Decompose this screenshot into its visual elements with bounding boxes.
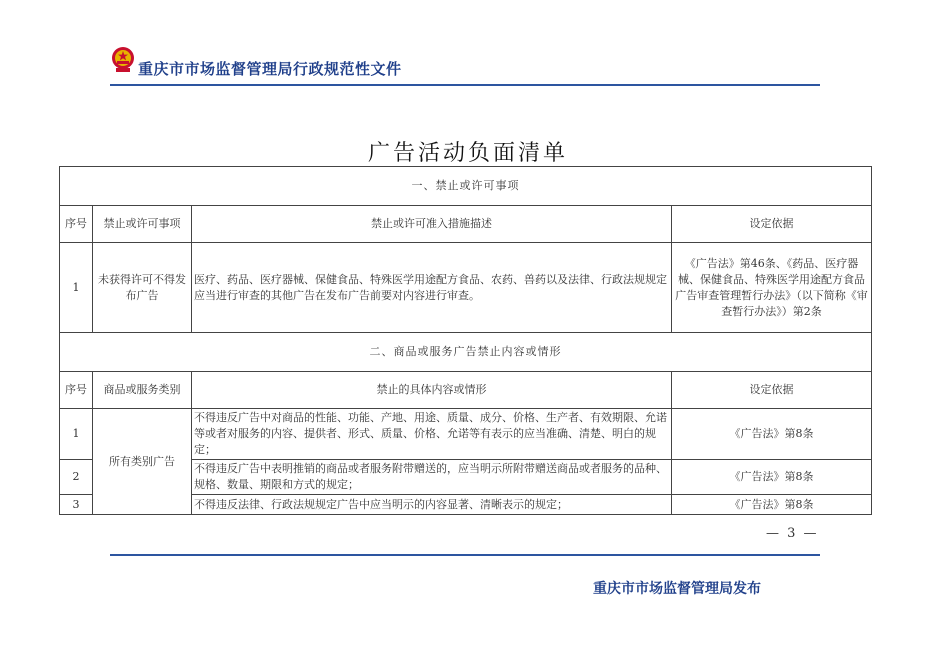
header-title: 重庆市市场监督管理局行政规范性文件 [138, 60, 402, 78]
row-number: 1 [60, 409, 93, 460]
col-header-no: 序号 [60, 206, 93, 243]
negative-list-table [59, 166, 872, 515]
table-row [60, 243, 872, 333]
footer-publisher: 重庆市市场监督管理局发布 [593, 581, 761, 597]
section2-title: 二、商品或服务广告禁止内容或情形 [60, 333, 872, 372]
row-number: 1 [60, 243, 93, 333]
row-basis: 《广告法》第8条 [672, 460, 872, 495]
row-description: 不得违反广告中对商品的性能、功能、产地、用途、质量、成分、价格、生产者、有效期限、允诺等或者对服务的内容、提供者、形式、质量、价格、允诺等有表示的应当准确、清楚、明白的规定； [192, 409, 672, 460]
national-emblem-icon [111, 46, 135, 74]
col-header-no: 序号 [60, 372, 93, 409]
col-header-basis: 设定依据 [672, 206, 872, 243]
col-header-desc: 禁止的具体内容或情形 [192, 372, 672, 409]
col-header-basis: 设定依据 [672, 372, 872, 409]
row-description: 医疗、药品、医疗器械、保健食品、特殊医学用途配方食品、农药、兽药以及法律、行政法规规定应当进行审查的其他广告在发布广告前要对内容进行审查。 [192, 243, 672, 333]
row-description: 不得违反法律、行政法规规定广告中应当明示的内容显著、清晰表示的规定； [192, 495, 672, 515]
row-basis: 《广告法》第46条、《药品、医疗器械、保健食品、特殊医学用途配方食品广告审查管理暂行办法》（以下简称《审查暂行办法》）第2条 [672, 243, 872, 333]
row-item: 未获得许可不得发布广告 [93, 243, 192, 333]
row-category: 所有类别广告 [93, 409, 192, 515]
section2-header-row [60, 372, 872, 409]
row-basis: 《广告法》第8条 [672, 495, 872, 515]
page-number: — 3 — [766, 526, 819, 541]
header-divider [110, 84, 820, 86]
section1-header-row [60, 206, 872, 243]
col-header-category: 商品或服务类别 [93, 372, 192, 409]
section1-row [60, 167, 872, 206]
page-title: 广告活动负面清单 [367, 141, 568, 166]
row-number: 3 [60, 495, 93, 515]
section1-title: 一、禁止或许可事项 [60, 167, 872, 206]
table-row [60, 409, 872, 460]
col-header-desc: 禁止或许可准入措施描述 [192, 206, 672, 243]
row-description: 不得违反广告中表明推销的商品或者服务附带赠送的，应当明示所附带赠送商品或者服务的品种、规格、数量、期限和方式的规定； [192, 460, 672, 495]
row-basis: 《广告法》第8条 [672, 409, 872, 460]
row-number: 2 [60, 460, 93, 495]
footer-divider [110, 554, 820, 556]
col-header-item: 禁止或许可事项 [93, 206, 192, 243]
section2-row [60, 333, 872, 372]
